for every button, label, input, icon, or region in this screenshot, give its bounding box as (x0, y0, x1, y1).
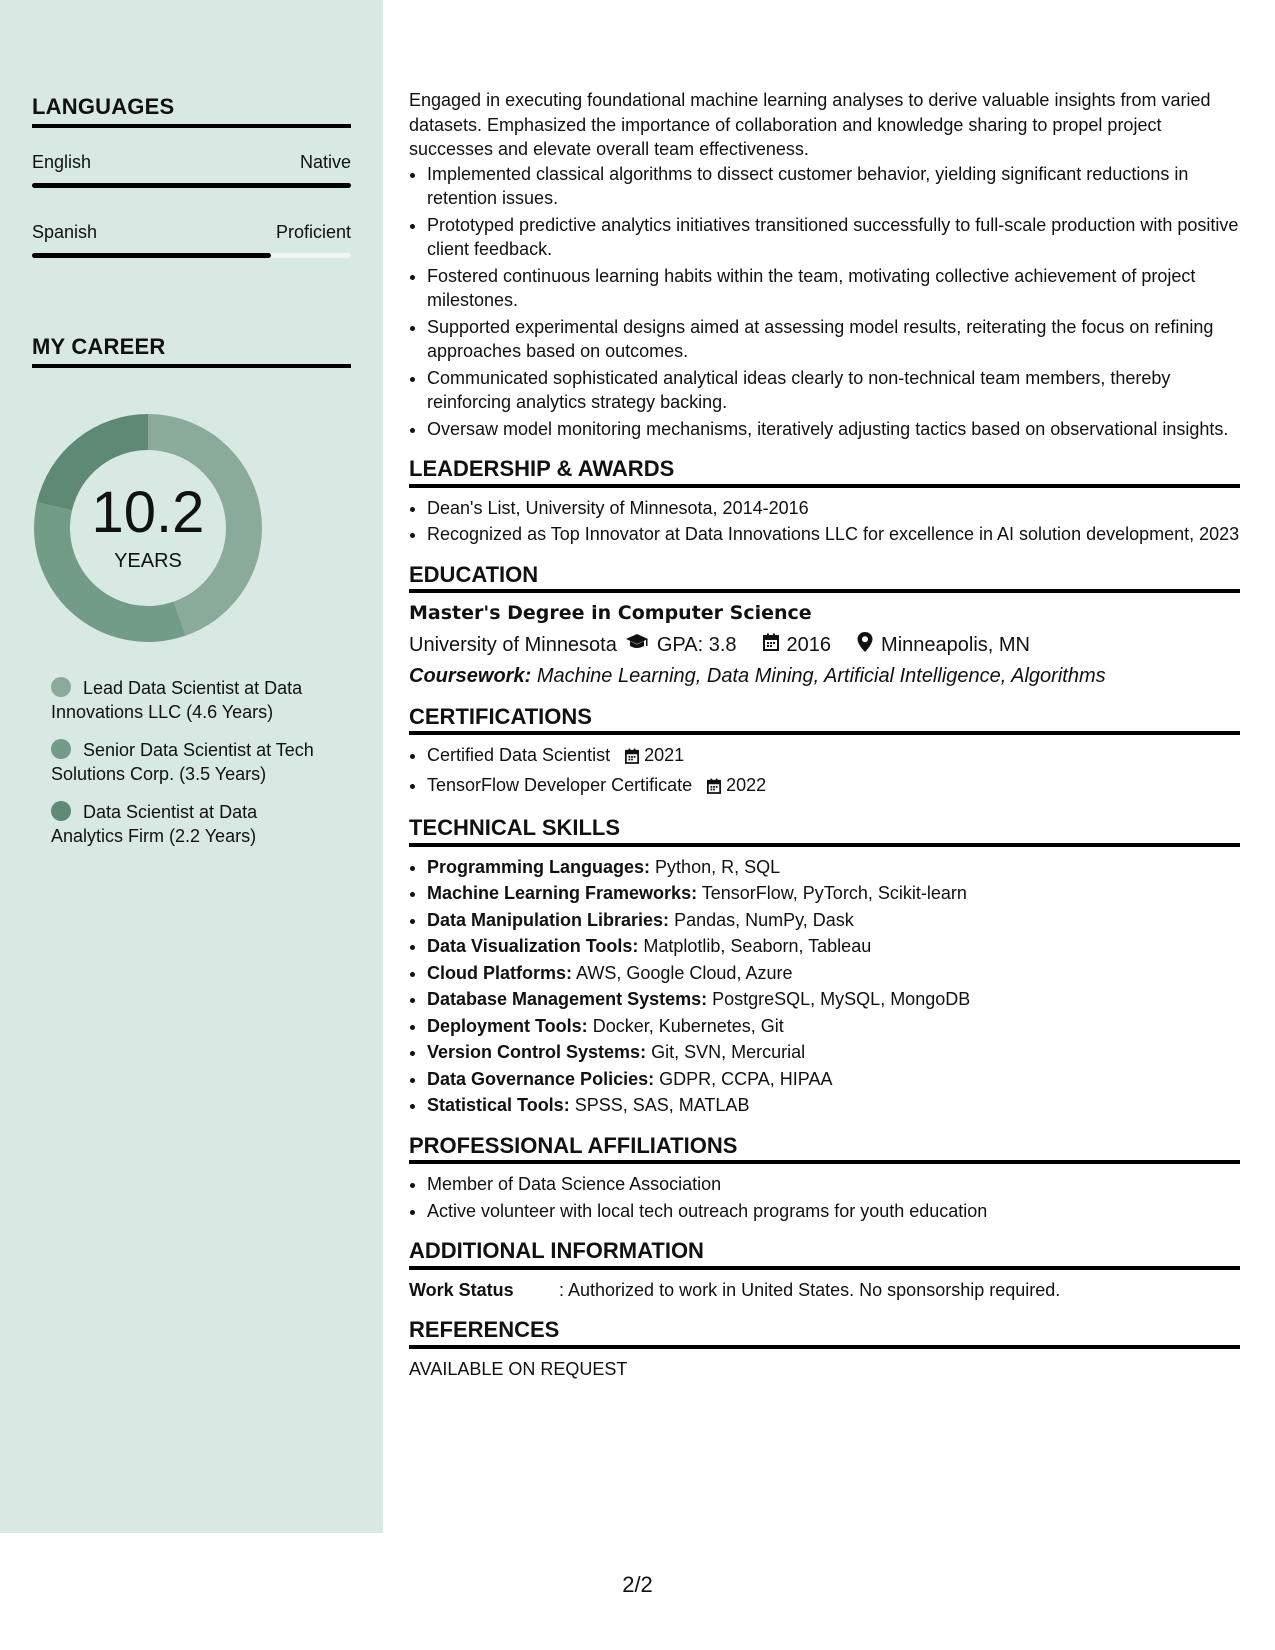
leadership-item: • Dean's List, University of Minnesota, 2014-2016 (427, 496, 1240, 521)
certification-year: 2022 (726, 774, 767, 795)
references-text: AVAILABLE ON REQUEST (409, 1358, 628, 1379)
skill-label: Database Management Systems: (427, 989, 708, 1009)
work-status-value: : Authorized to work in United States. No sponsorship required. (559, 1279, 1061, 1300)
skills-heading: TECHNICAL SKILLS (409, 816, 1240, 847)
skill-item (427, 1067, 1240, 1092)
skill-label: Data Visualization Tools: (427, 936, 639, 956)
legend-dot-icon (51, 739, 71, 759)
legend-dot-icon (51, 677, 71, 697)
skill-label: Programming Languages: (427, 856, 651, 877)
career-heading: MY CAREER (32, 334, 351, 368)
skill-value: GDPR, CCPA, HIPAA (659, 1068, 833, 1089)
main-content (409, 88, 1240, 1381)
career-legend-label: Senior Data Scientist at Tech Solutions Corp. (3.5 Years) (51, 740, 314, 784)
language-proficiency-bar (32, 253, 351, 258)
languages-heading: LANGUAGES (32, 94, 351, 128)
skill-value: Matplotlib, Seaborn, Tableau (643, 936, 872, 956)
degree-title: Master's Degree in Computer Science (409, 602, 812, 624)
graduation-cap-icon (625, 633, 649, 658)
gpa: GPA: 3.8 (656, 633, 737, 656)
total-years: 10.2 (91, 480, 205, 545)
language-item-english (32, 126, 351, 188)
skill-item (427, 1093, 1240, 1118)
experience-bullet: • Communicated sophisticated analytical ideas clearly to non-technical team members, thereby reinforcing analytics strategy backing. (427, 366, 1240, 415)
skill-item (427, 1040, 1240, 1065)
location-pin-icon (857, 632, 873, 659)
skill-label: Data Manipulation Libraries: (427, 909, 670, 930)
calendar-icon (625, 746, 639, 771)
skill-item (427, 908, 1240, 933)
experience-bullets (409, 162, 1240, 442)
skill-label: Data Governance Policies: (427, 1068, 655, 1089)
certification-item (427, 773, 1240, 801)
certification-name: TensorFlow Developer Certificate (427, 774, 693, 795)
skill-value: Pandas, NumPy, Dask (674, 909, 854, 930)
calendar-icon (707, 776, 721, 801)
language-row (32, 152, 351, 173)
school-name: University of Minnesota (409, 633, 617, 656)
affiliation-item: • Member of Data Science Association (427, 1172, 1240, 1197)
affiliations-list (409, 1172, 1240, 1223)
years-label: YEARS (114, 550, 182, 572)
career-legend (51, 676, 331, 862)
sidebar (0, 0, 383, 1533)
references-heading: REFERENCES (409, 1318, 1240, 1349)
career-donut-chart (34, 414, 262, 642)
education-details (409, 632, 1240, 659)
work-status-label: Work Status (409, 1279, 514, 1300)
experience-bullet: • Fostered continuous learning habits within the team, motivating collective achievement of project milestones. (427, 264, 1240, 313)
coursework-value: Machine Learning, Data Mining, Artificial Intelligence, Algorithms (536, 665, 1106, 687)
language-proficiency-fill (32, 253, 271, 258)
career-legend-item (51, 738, 331, 786)
skill-item (427, 855, 1240, 880)
language-proficiency-fill (32, 183, 351, 188)
coursework-label: Coursework: (409, 665, 532, 687)
experience-bullet: • Prototyped predictive analytics initiatives transitioned successfully to full-scale production with positive client feedback. (427, 213, 1240, 262)
leadership-heading: LEADERSHIP & AWARDS (409, 457, 1240, 488)
certifications-heading: CERTIFICATIONS (409, 705, 1240, 736)
skill-value: TensorFlow, PyTorch, Scikit-learn (701, 883, 967, 903)
affiliation-item: • Active volunteer with local tech outreach programs for youth education (427, 1199, 1240, 1224)
leadership-list (409, 496, 1240, 547)
skills-list (409, 855, 1240, 1118)
skill-label: Statistical Tools: (427, 1095, 570, 1115)
donut-center (34, 414, 262, 642)
skill-item (427, 987, 1240, 1012)
skill-value: Docker, Kubernetes, Git (592, 1015, 784, 1036)
career-legend-label: Lead Data Scientist at Data Innovations LLC (4.6 Years) (51, 678, 303, 722)
skill-value: PostgreSQL, MySQL, MongoDB (712, 989, 971, 1009)
career-legend-item (51, 800, 331, 848)
coursework (409, 664, 1240, 689)
skill-label: Version Control Systems: (427, 1042, 647, 1062)
skill-value: AWS, Google Cloud, Azure (576, 962, 793, 983)
language-proficiency-bar (32, 183, 351, 188)
language-level: Proficient (275, 222, 351, 242)
language-item-spanish (32, 196, 351, 258)
skill-label: Cloud Platforms: (427, 962, 573, 983)
education-location: Minneapolis, MN (881, 633, 1030, 656)
experience-bullet: • Implemented classical algorithms to dissect customer behavior, yielding significant reductions in retention issues. (427, 162, 1240, 211)
language-name: Spanish (32, 222, 98, 242)
work-status-row (409, 1278, 1240, 1303)
calendar-icon (763, 633, 779, 658)
language-row (32, 222, 351, 243)
certification-item (427, 743, 1240, 771)
legend-dot-icon (51, 801, 71, 821)
skill-item (427, 1014, 1240, 1039)
experience-summary: Engaged in executing foundational machine learning analyses to derive valuable insights from varied datasets. Emphasized the importance of collaboration and knowledge sharing to propel project successes and elevate overall team effectiveness. (409, 90, 1211, 159)
graduation-year: 2016 (786, 633, 832, 656)
education-heading: EDUCATION (409, 563, 1240, 594)
certification-name: Certified Data Scientist (427, 745, 611, 765)
skill-item (427, 961, 1240, 986)
language-name: English (32, 152, 92, 172)
language-level: Native (299, 152, 351, 172)
affiliations-heading: PROFESSIONAL AFFILIATIONS (409, 1134, 1240, 1165)
leadership-item: • Recognized as Top Innovator at Data Innovations LLC for excellence in AI solution development, 2023 (427, 522, 1240, 547)
skill-label: Machine Learning Frameworks: (427, 883, 698, 903)
experience-bullet: • Oversaw model monitoring mechanisms, iteratively adjusting tactics based on observational insights. (427, 417, 1240, 442)
skill-value: Python, R, SQL (655, 856, 781, 877)
skill-value: Git, SVN, Mercurial (651, 1042, 806, 1062)
skill-item (427, 881, 1240, 906)
career-legend-item (51, 676, 331, 724)
career-legend-label: Data Scientist at Data Analytics Firm (2.2 Years) (51, 802, 258, 846)
certifications-list (409, 743, 1240, 800)
certification-year: 2021 (644, 745, 685, 765)
skill-item (427, 934, 1240, 959)
experience-bullet: • Supported experimental designs aimed at assessing model results, reiterating the focus on refining approaches based on outcomes. (427, 315, 1240, 364)
additional-info-heading: ADDITIONAL INFORMATION (409, 1239, 1240, 1270)
skill-label: Deployment Tools: (427, 1015, 588, 1036)
skill-value: SPSS, SAS, MATLAB (574, 1095, 750, 1115)
page-number: 2/2 (622, 1572, 653, 1597)
